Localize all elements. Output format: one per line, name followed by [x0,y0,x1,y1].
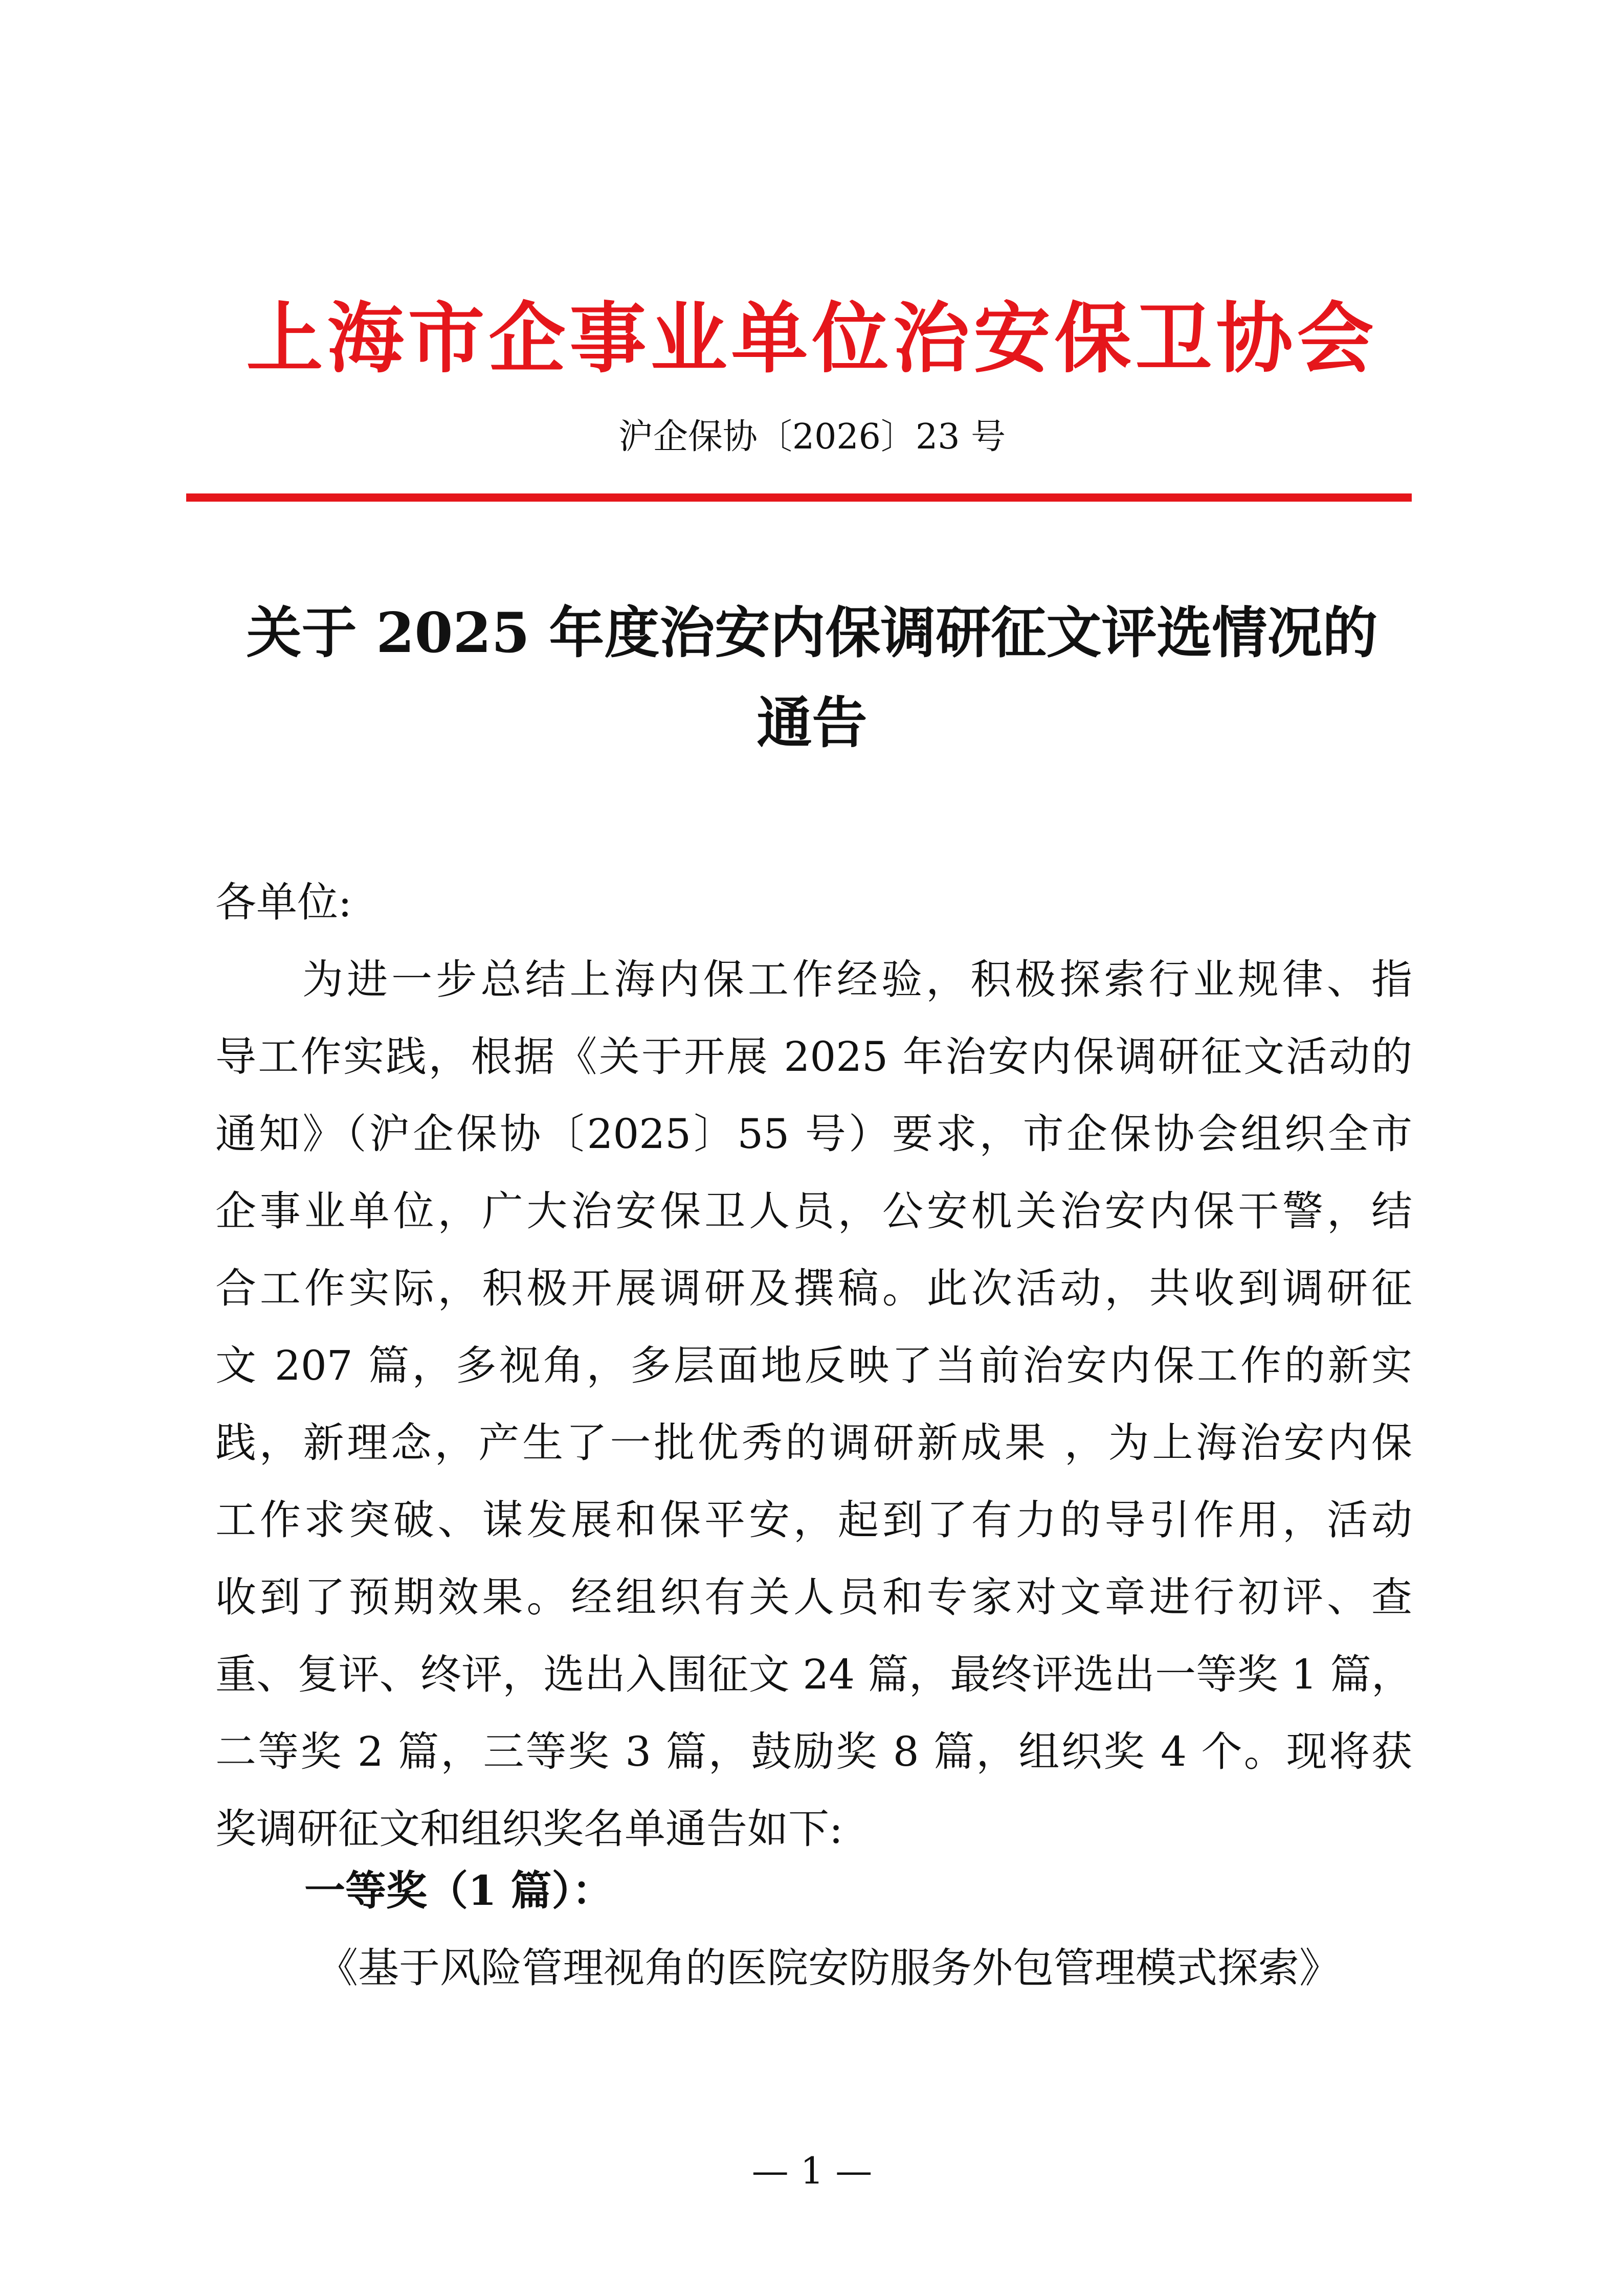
paragraph-line: 收到了预期效果。经组织有关人员和专家对文章进行初评、查 [215,1573,1412,1621]
paragraph-line: 践，新理念，产生了一批优秀的调研新成果 ，为上海治安内保 [215,1419,1412,1467]
paragraph-line: 二等奖 2 篇，三等奖 3 篇，鼓励奖 8 篇，组织奖 4 个。现将获 [215,1728,1412,1775]
first-prize-heading: 一等奖（1 篇）： [304,1866,613,1915]
paragraph-line: 导工作实践，根据《关于开展 2025 年治安内保调研征文活动的 [215,1033,1412,1081]
page-number: — 1 — [751,2149,873,2192]
paragraph-line: 工作求突破、谋发展和保平安，起到了有力的导引作用，活动 [215,1496,1412,1544]
paragraph-line: 重、复评、终评，选出入围征文 24 篇，最终评选出一等奖 1 篇， [215,1651,1412,1698]
red-divider-line [186,493,1412,502]
document-number: 沪企保协〔2026〕23 号 [618,417,1006,457]
paragraph-line: 为进一步总结上海内保工作经验，积极探索行业规律、指 [302,956,1412,1003]
paragraph-line: 文 207 篇，多视角，多层面地反映了当前治安内保工作的新实 [215,1342,1412,1389]
body-paragraph [215,941,1412,1867]
paragraph-line: 奖调研征文和组织奖名单通告如下: [215,1805,843,1853]
org-name: 上海市企事业单位治安保卫协会 [246,295,1378,384]
notice-title-line: 关于 2025 年度治安内保调研征文评选情况的 [246,601,1378,665]
first-prize-title: 《基于风险管理视角的医院安防服务外包管理模式探索》 [317,1944,1340,1992]
notice-title [153,588,1471,768]
notice-title-line: 通告 [757,691,867,755]
paragraph-line: 合工作实际，积极开展调研及撰稿。此次活动，共收到调研征 [215,1265,1412,1312]
salutation: 各单位: [215,879,352,926]
paragraph-line: 通知》（沪企保协〔2025〕55 号）要求，市企保协会组织全市 [215,1110,1412,1158]
paragraph-line: 企事业单位，广大治安保卫人员，公安机关治安内保干警，结 [215,1187,1412,1235]
